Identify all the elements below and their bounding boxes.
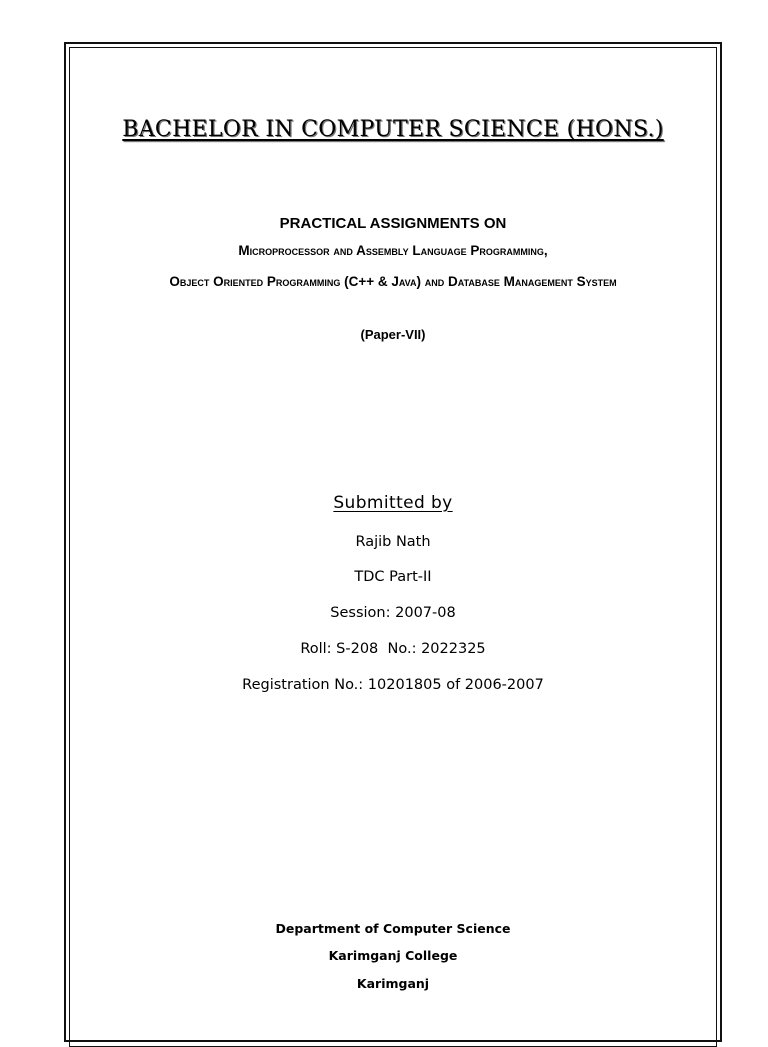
registration-number: Registration No.: 10201805 of 2006-2007 xyxy=(242,677,544,693)
session-text: Session: 2007-08 xyxy=(330,605,456,621)
course-part: TDC Part-II xyxy=(354,569,432,585)
degree-title: BACHELOR IN COMPUTER SCIENCE (HONS.) xyxy=(122,117,664,142)
assignment-heading: PRACTICAL ASSIGNMENTS ON xyxy=(279,215,507,232)
roll-number: Roll: S-208 No.: 2022325 xyxy=(300,641,486,657)
paper-number: (Paper-VII) xyxy=(360,327,426,342)
subject-line-2: Object Oriented Programming (C++ & Java) and Database Management System xyxy=(169,274,617,289)
subject-line-1: Microprocessor and Assembly Language Programming, xyxy=(238,243,548,258)
department-name: Department of Computer Science xyxy=(275,921,511,936)
student-name: Rajib Nath xyxy=(355,534,431,550)
submitted-by-heading: Submitted by xyxy=(333,493,453,513)
college-name: Karimganj College xyxy=(328,948,458,963)
college-location: Karimganj xyxy=(356,976,430,991)
